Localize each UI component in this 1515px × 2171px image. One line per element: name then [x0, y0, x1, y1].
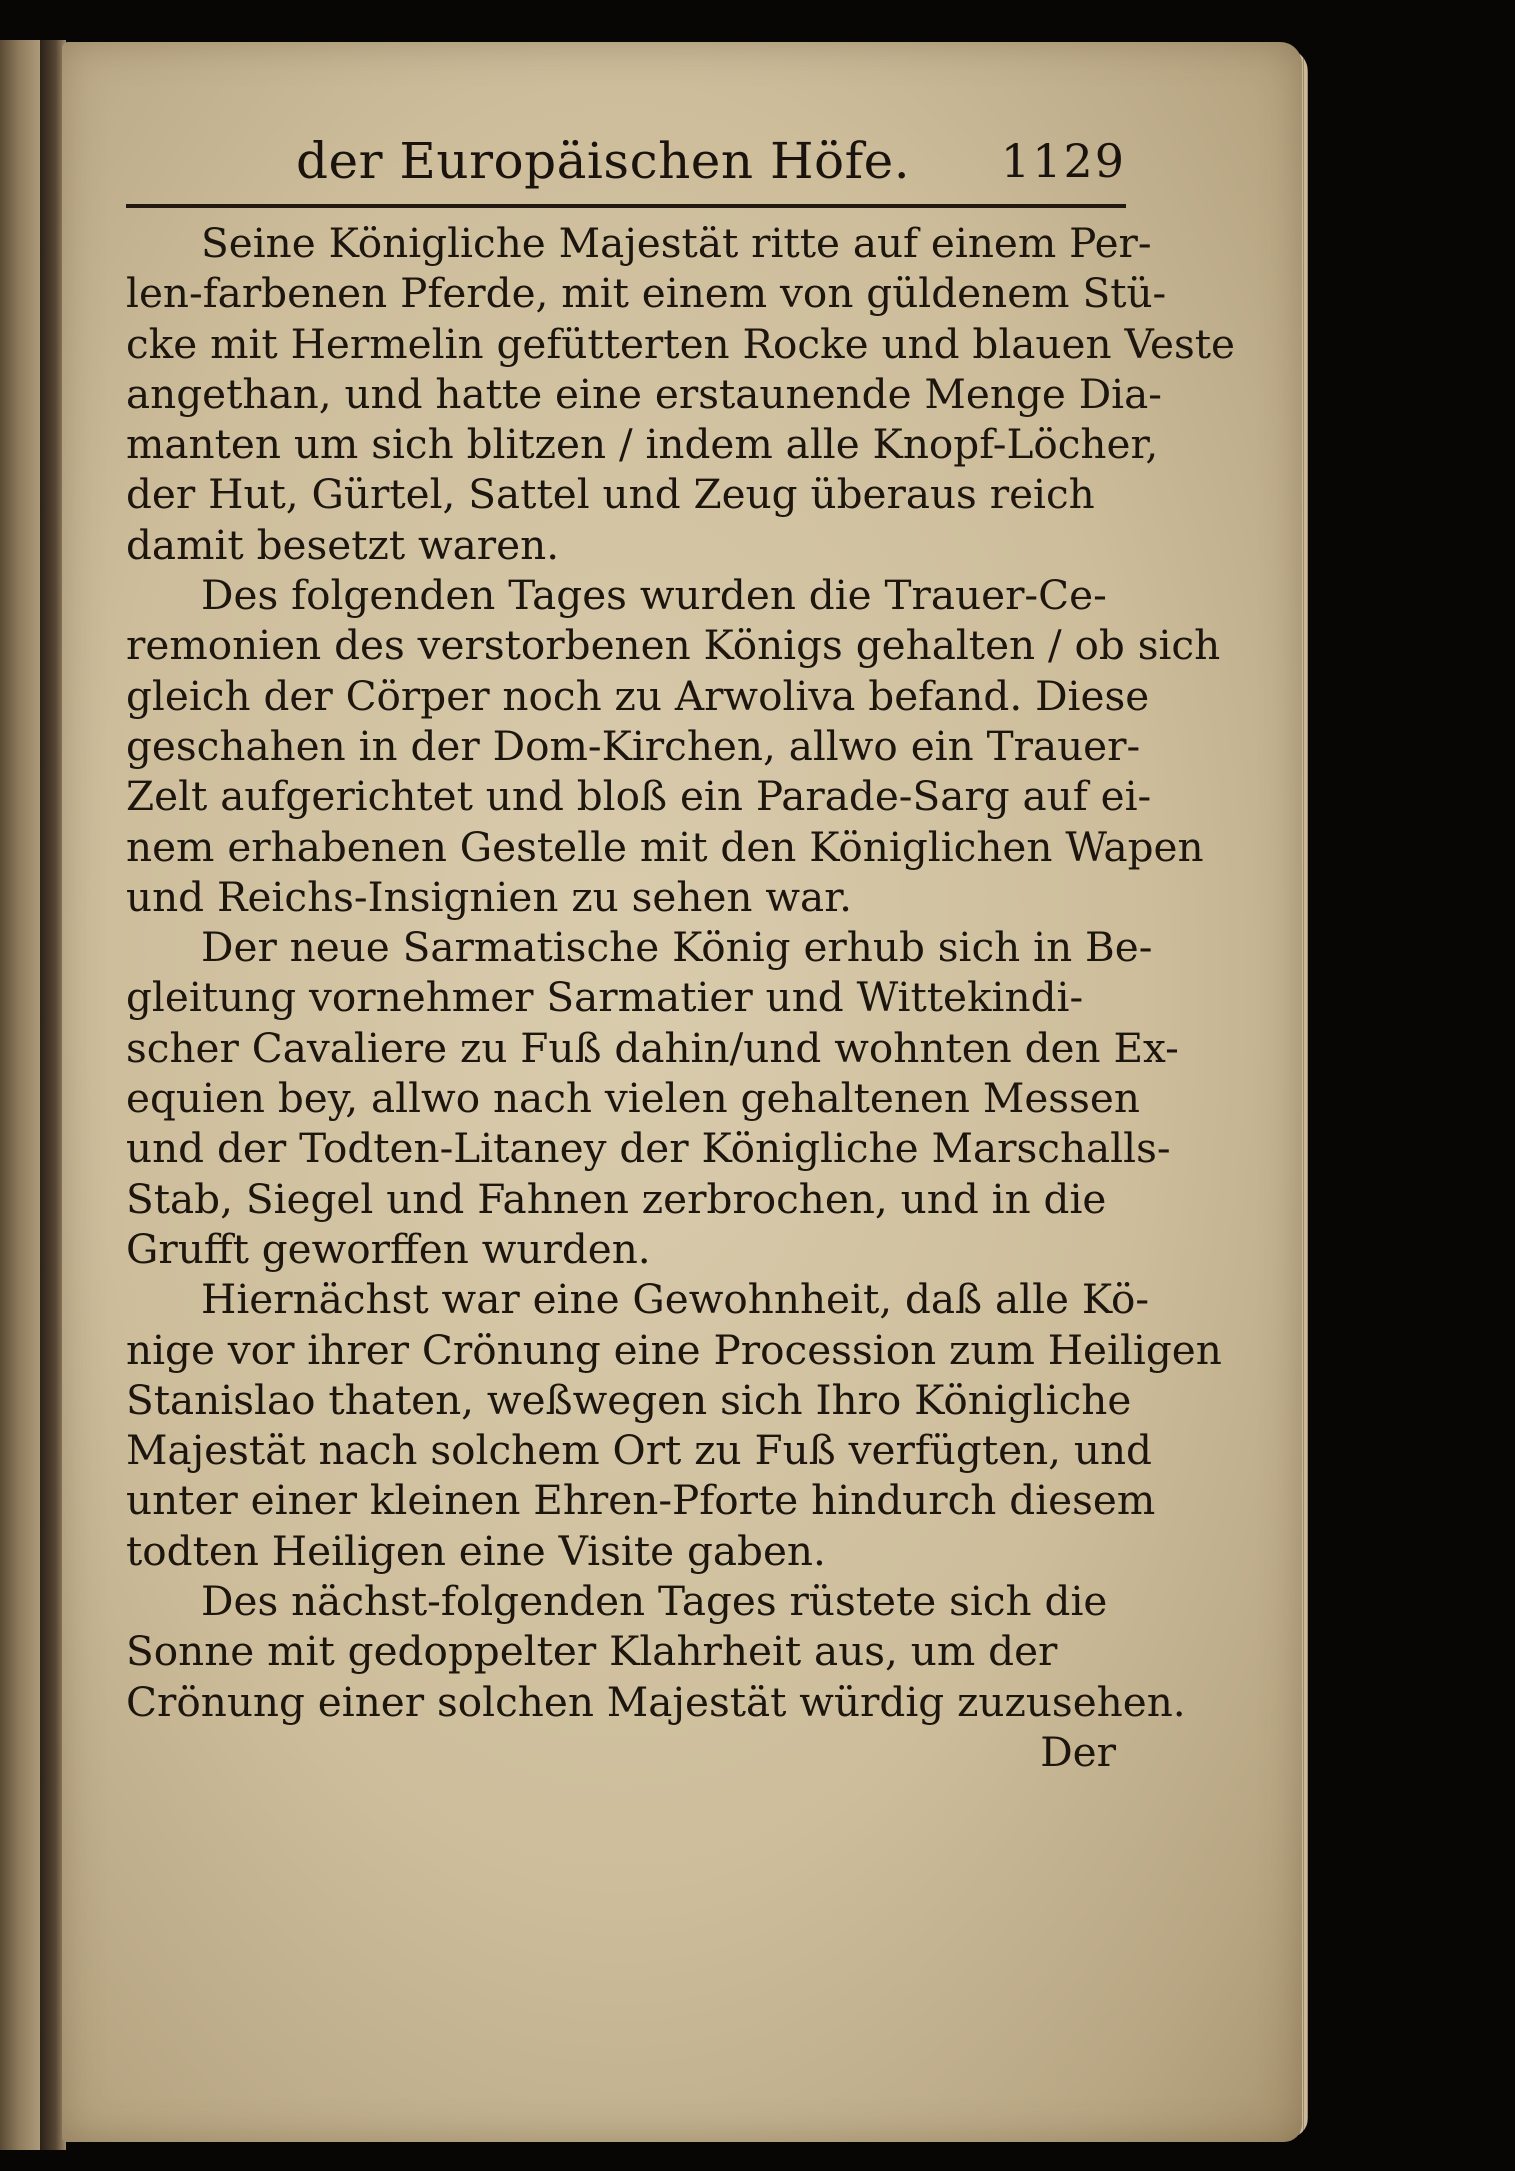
text-line: nem erhabenen Gestelle mit den Königlichen Wapen [126, 822, 1204, 871]
page-header [126, 132, 1126, 214]
text-line: geschahen in der Dom-Kirchen, allwo ein Trauer- [126, 721, 1141, 770]
text-line: manten um sich blitzen / indem alle Knopf-Löcher, [126, 420, 1159, 469]
text-line: Seine Königliche Majestät ritte auf einem Per- [201, 219, 1152, 267]
text-line: nige vor ihrer Crönung eine Procession zum Heiligen [126, 1325, 1222, 1374]
text-line: Stab, Siegel und Fahnen zerbrochen, und in die [126, 1174, 1107, 1223]
text-line: Crönung einer solchen Majestät würdig zuzusehen. [126, 1677, 1186, 1726]
text-line: Des nächst-folgenden Tages rüstete sich die [201, 1577, 1108, 1626]
text-line: Stanislao thaten, weßwegen sich Ihro Königliche [126, 1375, 1132, 1424]
catchword: Der [1040, 1727, 1116, 1776]
text-line: Grufft geworffen wurden. [126, 1224, 651, 1273]
text-line: unter einer kleinen Ehren-Pforte hindurch diesem [126, 1476, 1156, 1525]
text-line: todten Heiligen eine Visite gaben. [126, 1526, 826, 1575]
text-line: remonien des verstorbenen Königs gehalten / ob sich [126, 621, 1221, 670]
running-title: der Europäischen Höfe. [296, 132, 911, 190]
text-line: Der neue Sarmatische König erhub sich in Be- [201, 923, 1153, 972]
text-line: und der Todten-Litaney der Königliche Marschalls- [126, 1124, 1171, 1173]
text-line: Des folgenden Tages wurden die Trauer-Ce- [201, 571, 1107, 620]
text-line: scher Cavaliere zu Fuß dahin/und wohnten den Ex- [126, 1023, 1179, 1072]
text-line: Zelt aufgerichtet und bloß ein Parade-Sarg auf ei- [126, 772, 1152, 821]
text-line: cke mit Hermelin gefütterten Rocke und blauen Veste [126, 319, 1235, 368]
text-line: Hiernächst war eine Gewohnheit, daß alle Kö- [201, 1275, 1150, 1324]
page-number: 1129 [1000, 134, 1126, 188]
text-line: len-farbenen Pferde, mit einem von güldenem Stü- [126, 269, 1167, 318]
text-line: angethan, und hatte eine erstaunende Menge Dia- [126, 369, 1162, 418]
header-rule [126, 204, 1126, 208]
text-line: equien bey, allwo nach vielen gehaltenen Messen [126, 1074, 1140, 1123]
text-line: Sonne mit gedoppelter Klahrheit aus, um der [126, 1627, 1058, 1676]
text-line: und Reichs-Insignien zu sehen war. [126, 872, 852, 921]
text-line: der Hut, Gürtel, Sattel und Zeug überaus reich [126, 470, 1095, 519]
text-line: gleitung vornehmer Sarmatier und Wittekindi- [126, 973, 1084, 1022]
text-line: gleich der Cörper noch zu Arwoliva befand. Diese [126, 671, 1150, 720]
text-line: Majestät nach solchem Ort zu Fuß verfügten, und [126, 1426, 1152, 1475]
text-line: damit besetzt waren. [126, 520, 560, 569]
body-text [126, 218, 1235, 1777]
